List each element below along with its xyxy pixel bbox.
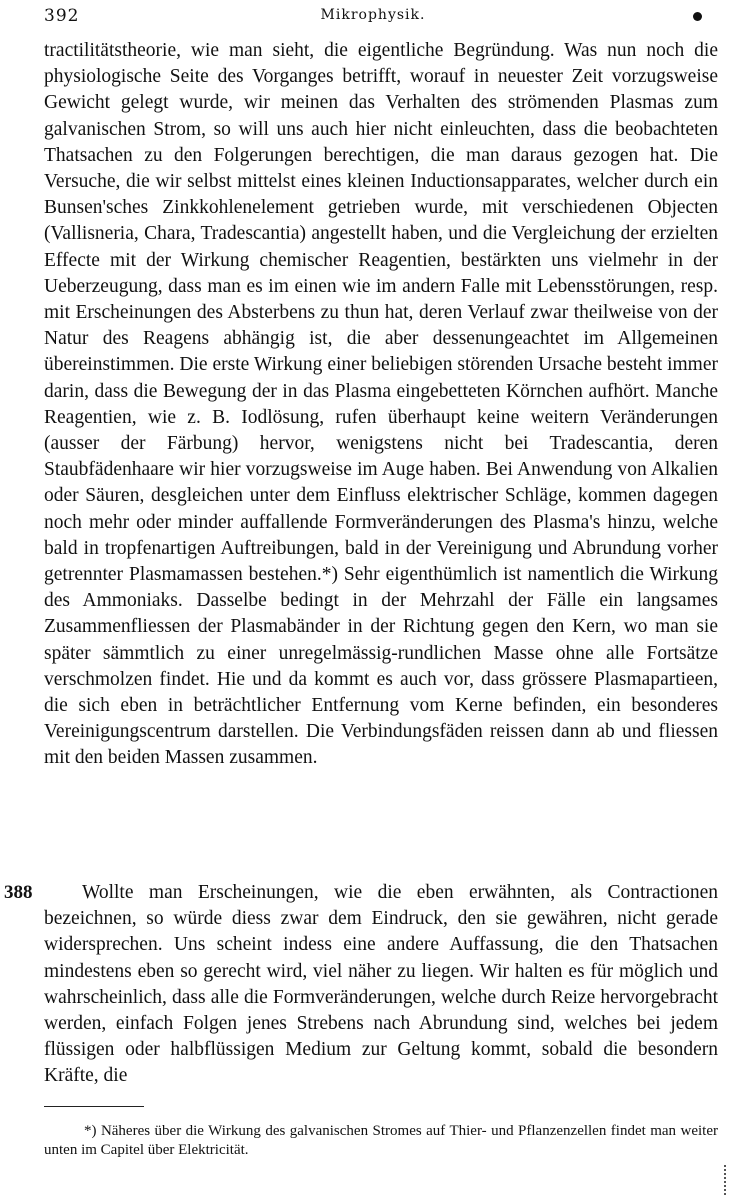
page-edge-marks bbox=[722, 1165, 726, 1195]
body-paragraph-2: Wollte man Erscheinungen, wie die eben erwähnten, als Contractionen bezeichnen, so würde diess zwar dem Eindruck, den sie gewähren, nicht gerade widersprechen. Uns scheint indess eine andere Auffassung, die den Thatsachen mindestens eben so gerecht wird, viel näher zu liegen. Wir halten es für möglich und wahrscheinlich, dass alle die Formveränderungen, welche durch Reize hervorgebracht werden, einfach Folgen jenes Strebens nach Abrundung sind, welches bei jedem flüssigen oder halbflüssigen Medium zur Geltung kommt, sobald die besondern Kräfte, die bbox=[44, 882, 718, 1087]
ink-dot-mark bbox=[693, 12, 702, 21]
running-head: Mikrophysik. bbox=[320, 7, 426, 23]
footnote: *) Näheres über die Wirkung des galvanischen Stromes auf Thier- und Pflanzenzellen findet man weiter unten im Capitel über Elektricität. bbox=[44, 1123, 718, 1158]
page-header bbox=[44, 6, 702, 32]
footnote-rule bbox=[44, 1106, 144, 1107]
page-number: 392 bbox=[44, 6, 80, 26]
body-paragraph-1: tractilitätstheorie, wie man sieht, die eigentliche Begründung. Was nun noch die physiologische Seite des Vorganges betrifft, worauf in neuester Zeit vorzugsweise Gewicht gelegt wurde, wir meinen das Verhalten des strömenden Plasmas zum galvanischen Strom, so will uns auch hier nicht einleuchten, dass die beobachteten Thatsachen zu den Folgerungen berechtigen, die man daraus gezogen hat. Die Versuche, die wir selbst mittelst eines kleinen Inductionsapparates, welcher durch ein Bunsen'sches Zinkkohlenelement getrieben wurde, mit verschiedenen Objecten (Vallisneria, Chara, Tradescantia) angestellt haben, und die Vergleichung der erzielten Effecte mit der Wirkung chemischer Reagentien, bestärkten uns vielmehr in der Ueberzeugung, dass man es im einen wie im andern Falle mit Lebensstörungen, resp. mit Erscheinungen des Absterbens zu thun hat, deren Verlauf zwar theilweise von der Natur des Reagens abhängig ist, die aber dessenungeachtet im Allgemeinen übereinstimmen. Die erste Wirkung einer beliebigen störenden Ursache besteht immer darin, dass die Bewegung der in das Plasma eingebetteten Körnchen aufhört. Manche Reagentien, wie z. B. Iodlösung, rufen überhaupt keine weitern Veränderungen (ausser der Färbung) hervor, wenigstens nicht bei Tradescantia, deren Staubfädenhaare wir hier vorzugsweise im Auge haben. Bei Anwendung von Alkalien oder Säuren, desgleichen unter dem Einfluss elektrischer Schläge, kommen dagegen noch mehr oder minder auffallende Formveränderungen des Plasma's hinzu, welche bald in tropfenartigen Auftreibungen, bald in der Vereinigung und Abrundung vorher getrennter Plasmamassen bestehen.*) Sehr eigenthümlich ist namentlich die Wirkung des Ammoniaks. Dasselbe bedingt in der Mehrzahl der Fälle ein langsames Zusammenfliessen der Plasmabänder in der Richtung gegen den Kern, wo man sie später sämmtlich zu einer unregelmässig-rundlichen Masse ohne alle Fortsätze verschmolzen findet. Hie und da kommt es auch vor, dass grössere Plasmapartieen, die sich eben in beträchtlicher Entfernung vom Kerne befinden, ein besonderes Vereinigungscentrum darstellen. Die Verbindungsfäden reissen dann ab und fliessen mit den beiden Massen zusammen. bbox=[44, 40, 718, 769]
margin-section-number: 388 bbox=[4, 882, 33, 903]
